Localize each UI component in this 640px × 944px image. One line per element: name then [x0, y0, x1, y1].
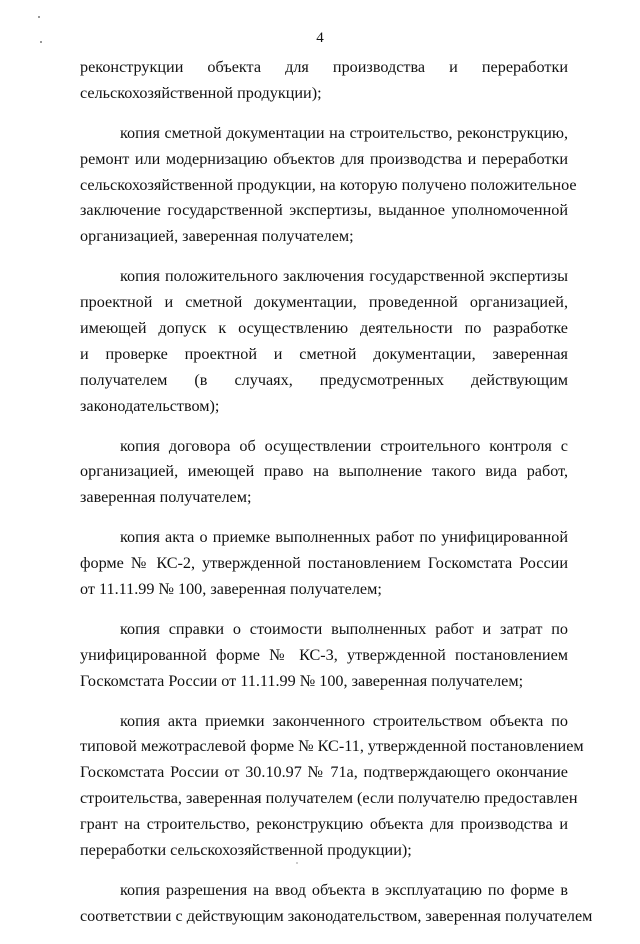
paragraph [80, 264, 568, 419]
text-line: грант на строительство, реконструкцию объекта для производства и [80, 815, 568, 834]
text-line: копия сметной документации на строительство, реконструкцию, [120, 123, 568, 142]
text-line: форме № КС-2, утвержденной постановлением Госкомстата России [80, 554, 568, 573]
paragraph [80, 525, 568, 603]
text-line: организацией, заверенная получателем; [80, 227, 354, 246]
scan-speck [40, 41, 42, 43]
text-line: сельскохозяйственной продукции, на которую получено положительное [80, 175, 577, 194]
paragraph [80, 878, 593, 930]
text-line: копия положительного заключения государственной экспертизы [120, 267, 568, 286]
text-line: копия справки о стоимости выполненных работ и затрат по [120, 619, 568, 638]
text-line: и проверке проектной и сметной документации, заверенная [80, 344, 568, 363]
text-line: получателем (в случаях, предусмотренных действующим [80, 370, 568, 389]
text-line: сельскохозяйственной продукции); [80, 83, 322, 102]
text-line: соответствии с действующим законодательством, заверенная получателем [80, 906, 593, 925]
document-body [80, 55, 593, 944]
text-line: ремонт или модернизацию объектов для производства и переработки [80, 149, 568, 168]
text-line: организацией, имеющей право на выполнение такого вида работ, [80, 462, 568, 481]
text-line: Госкомстата России от 11.11.99 № 100, заверенная получателем; [80, 671, 524, 690]
text-line: законодательством); [80, 396, 220, 415]
text-line: копия акта приемки законченного строительством объекта по [120, 711, 568, 730]
paragraph [80, 617, 568, 695]
text-line: от 11.11.99 № 100, заверенная получателем; [80, 580, 382, 599]
text-line: заключение государственной экспертизы, выданное уполномоченной [80, 201, 568, 220]
paragraph [80, 55, 568, 107]
scan-speck [38, 16, 40, 18]
text-line: имеющей допуск к осуществлению деятельности по разработке [80, 319, 568, 338]
text-line: Госкомстата России от 30.10.97 № 71а, подтверждающего окончание [80, 763, 568, 782]
text-line: строительства, заверенная получателем (если получателю предоставлен [80, 789, 578, 808]
paragraph [80, 434, 568, 512]
text-line: переработки сельскохозяйственной продукции); [80, 841, 412, 860]
page-number: 4 [316, 30, 324, 46]
text-line: заверенная получателем; [80, 488, 252, 507]
paragraph [80, 121, 577, 250]
text-line: реконструкции объекта для производства и переработки [80, 58, 568, 76]
text-line: проектной и сметной документации, проведенной организацией, [80, 293, 568, 312]
text-line: копия договора об осуществлении строительного контроля с [120, 436, 568, 455]
text-line: типовой межотраслевой форме № КС-11, утвержденной постановлением [80, 737, 584, 756]
text-line: копия акта о приемке выполненных работ по унифицированной [120, 528, 568, 547]
paragraph [80, 709, 584, 864]
text-line: унифицированной форме № КС-3, утвержденной постановлением [80, 645, 568, 664]
text-line: копия разрешения на ввод объекта в эксплуатацию по форме в [120, 880, 568, 899]
